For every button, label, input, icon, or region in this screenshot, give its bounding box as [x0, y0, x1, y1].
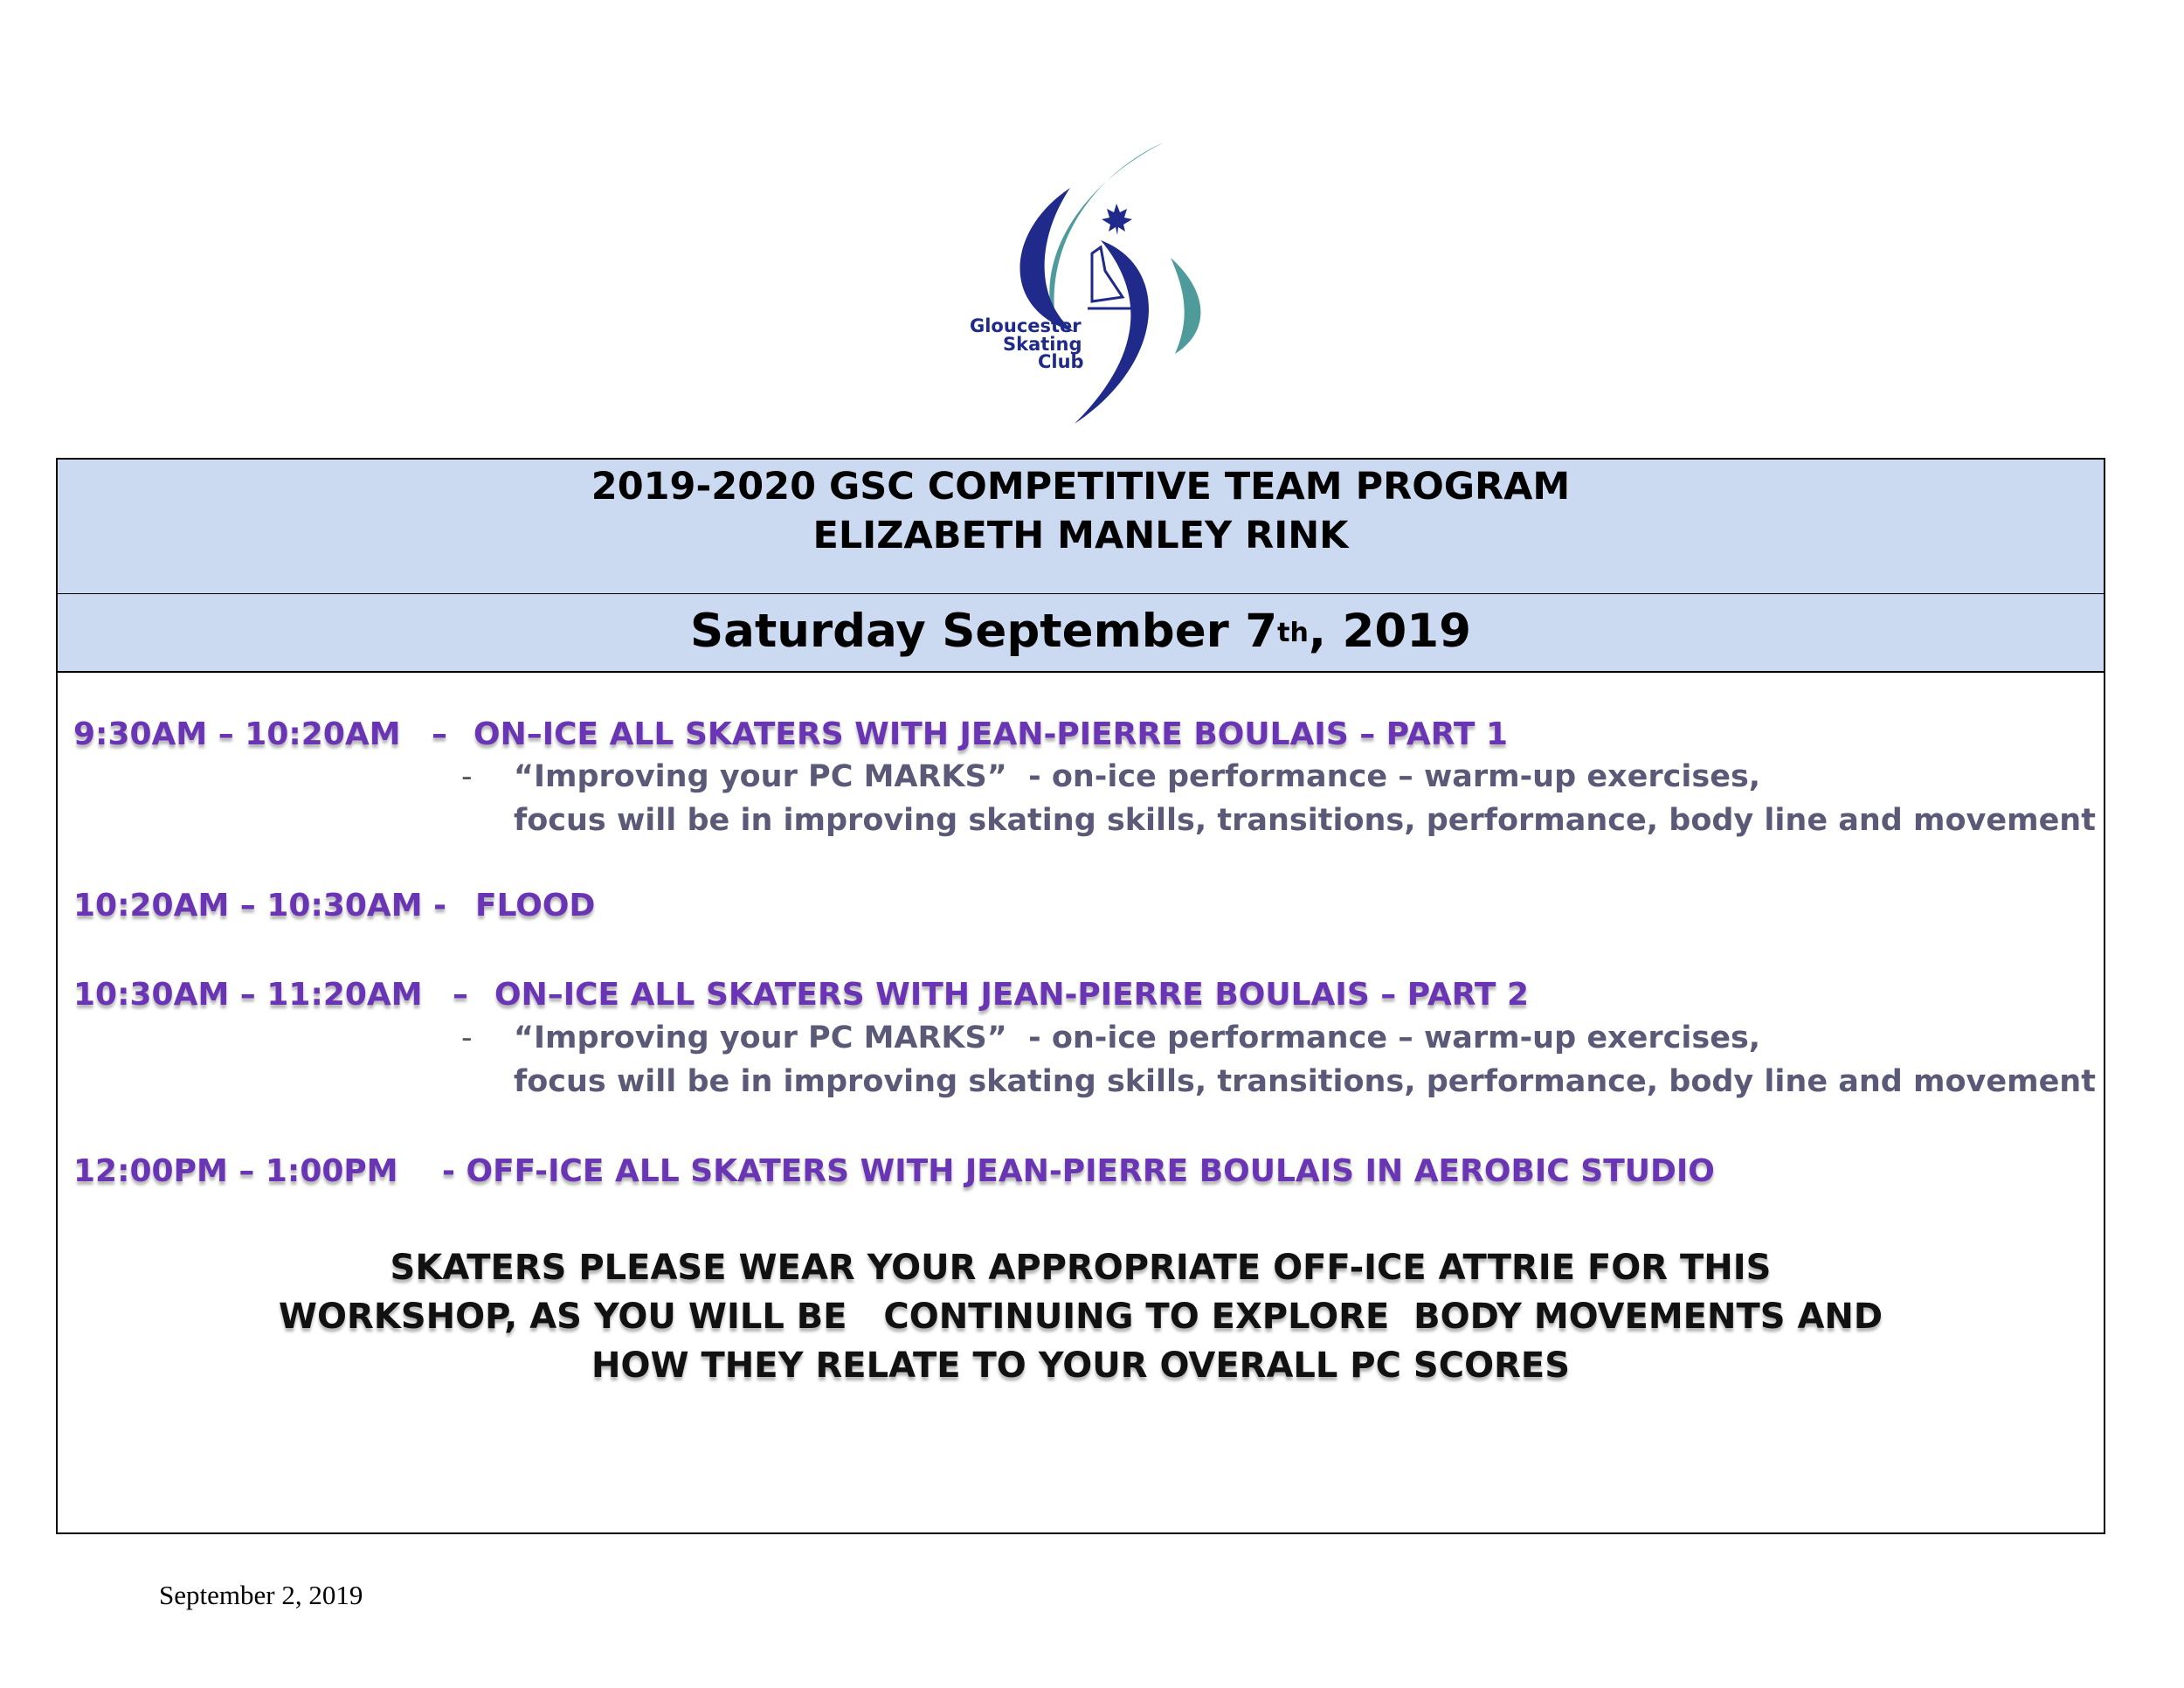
date-band	[58, 594, 2104, 673]
session-3-activity: ON–ICE ALL SKATERS WITH JEAN-PIERRE BOULAIS – PART 2	[494, 977, 1529, 1013]
session-1-time: 9:30AM – 10:20AM	[73, 716, 401, 752]
session-3-description-line2: focus will be in improving skating skills, transitions, performance, body line and movement	[514, 1064, 2096, 1099]
logo-teal-right-arc	[1171, 258, 1200, 354]
club-logo-mark	[970, 135, 1249, 424]
logo-text-line2: Skating	[1003, 334, 1082, 355]
logo-navy-main-swoosh	[1075, 240, 1149, 424]
logo-navy-left-arc	[1020, 188, 1075, 332]
program-date	[58, 601, 2104, 662]
session-3-separator: –	[453, 977, 468, 1013]
notice-line1: SKATERS PLEASE WEAR YOUR APPROPRIATE OFF-ICE ATTRIE FOR THIS	[390, 1248, 1772, 1288]
date-prefix: Saturday September 7	[690, 605, 1278, 658]
session-1-separator: –	[432, 716, 447, 752]
session-2-activity: FLOOD	[475, 888, 596, 924]
program-box	[56, 458, 2105, 1534]
session-1-description-line2: focus will be in improving skating skills, transitions, performance, body line and movement	[514, 803, 2096, 838]
logo-text-line3: Club	[1038, 351, 1084, 372]
footer-date: September 2, 2019	[159, 1580, 363, 1610]
rink-name: ELIZABETH MANLEY RINK	[812, 514, 1349, 557]
maple-leaf-icon	[1102, 204, 1132, 235]
session-1-bullet: -	[461, 759, 473, 794]
notice-line3: HOW THEY RELATE TO YOUR OVERALL PC SCORES	[591, 1346, 1571, 1386]
notice-line2: WORKSHOP, AS YOU WILL BE CONTINUING TO EXPLORE BODY MOVEMENTS AND	[278, 1297, 1883, 1337]
date-year: , 2019	[1308, 605, 1471, 658]
session-3-time: 10:30AM – 11:20AM	[73, 977, 423, 1013]
club-logo	[970, 135, 1249, 424]
session-3-description-line1: “Improving your PC MARKS” - on-ice performance – warm-up exercises,	[514, 1020, 1761, 1055]
session-4-time: 12:00PM – 1:00PM	[73, 1153, 398, 1189]
session-1-activity: ON–ICE ALL SKATERS WITH JEAN-PIERRE BOULAIS – PART 1	[473, 716, 1508, 752]
date-suffix: th	[1277, 618, 1309, 648]
program-title: 2019-2020 GSC COMPETITIVE TEAM PROGRAM	[591, 465, 1571, 508]
logo-text-line1: Gloucester	[970, 315, 1082, 336]
session-2-time: 10:20AM – 10:30AM -	[73, 888, 447, 924]
session-3-bullet: -	[461, 1020, 473, 1055]
session-1-description-line1: “Improving your PC MARKS” - on-ice performance – warm-up exercises,	[514, 759, 1761, 794]
program-header	[58, 460, 2104, 594]
session-4-activity: - OFF-ICE ALL SKATERS WITH JEAN-PIERRE BOULAIS IN AEROBIC STUDIO	[442, 1153, 1715, 1189]
